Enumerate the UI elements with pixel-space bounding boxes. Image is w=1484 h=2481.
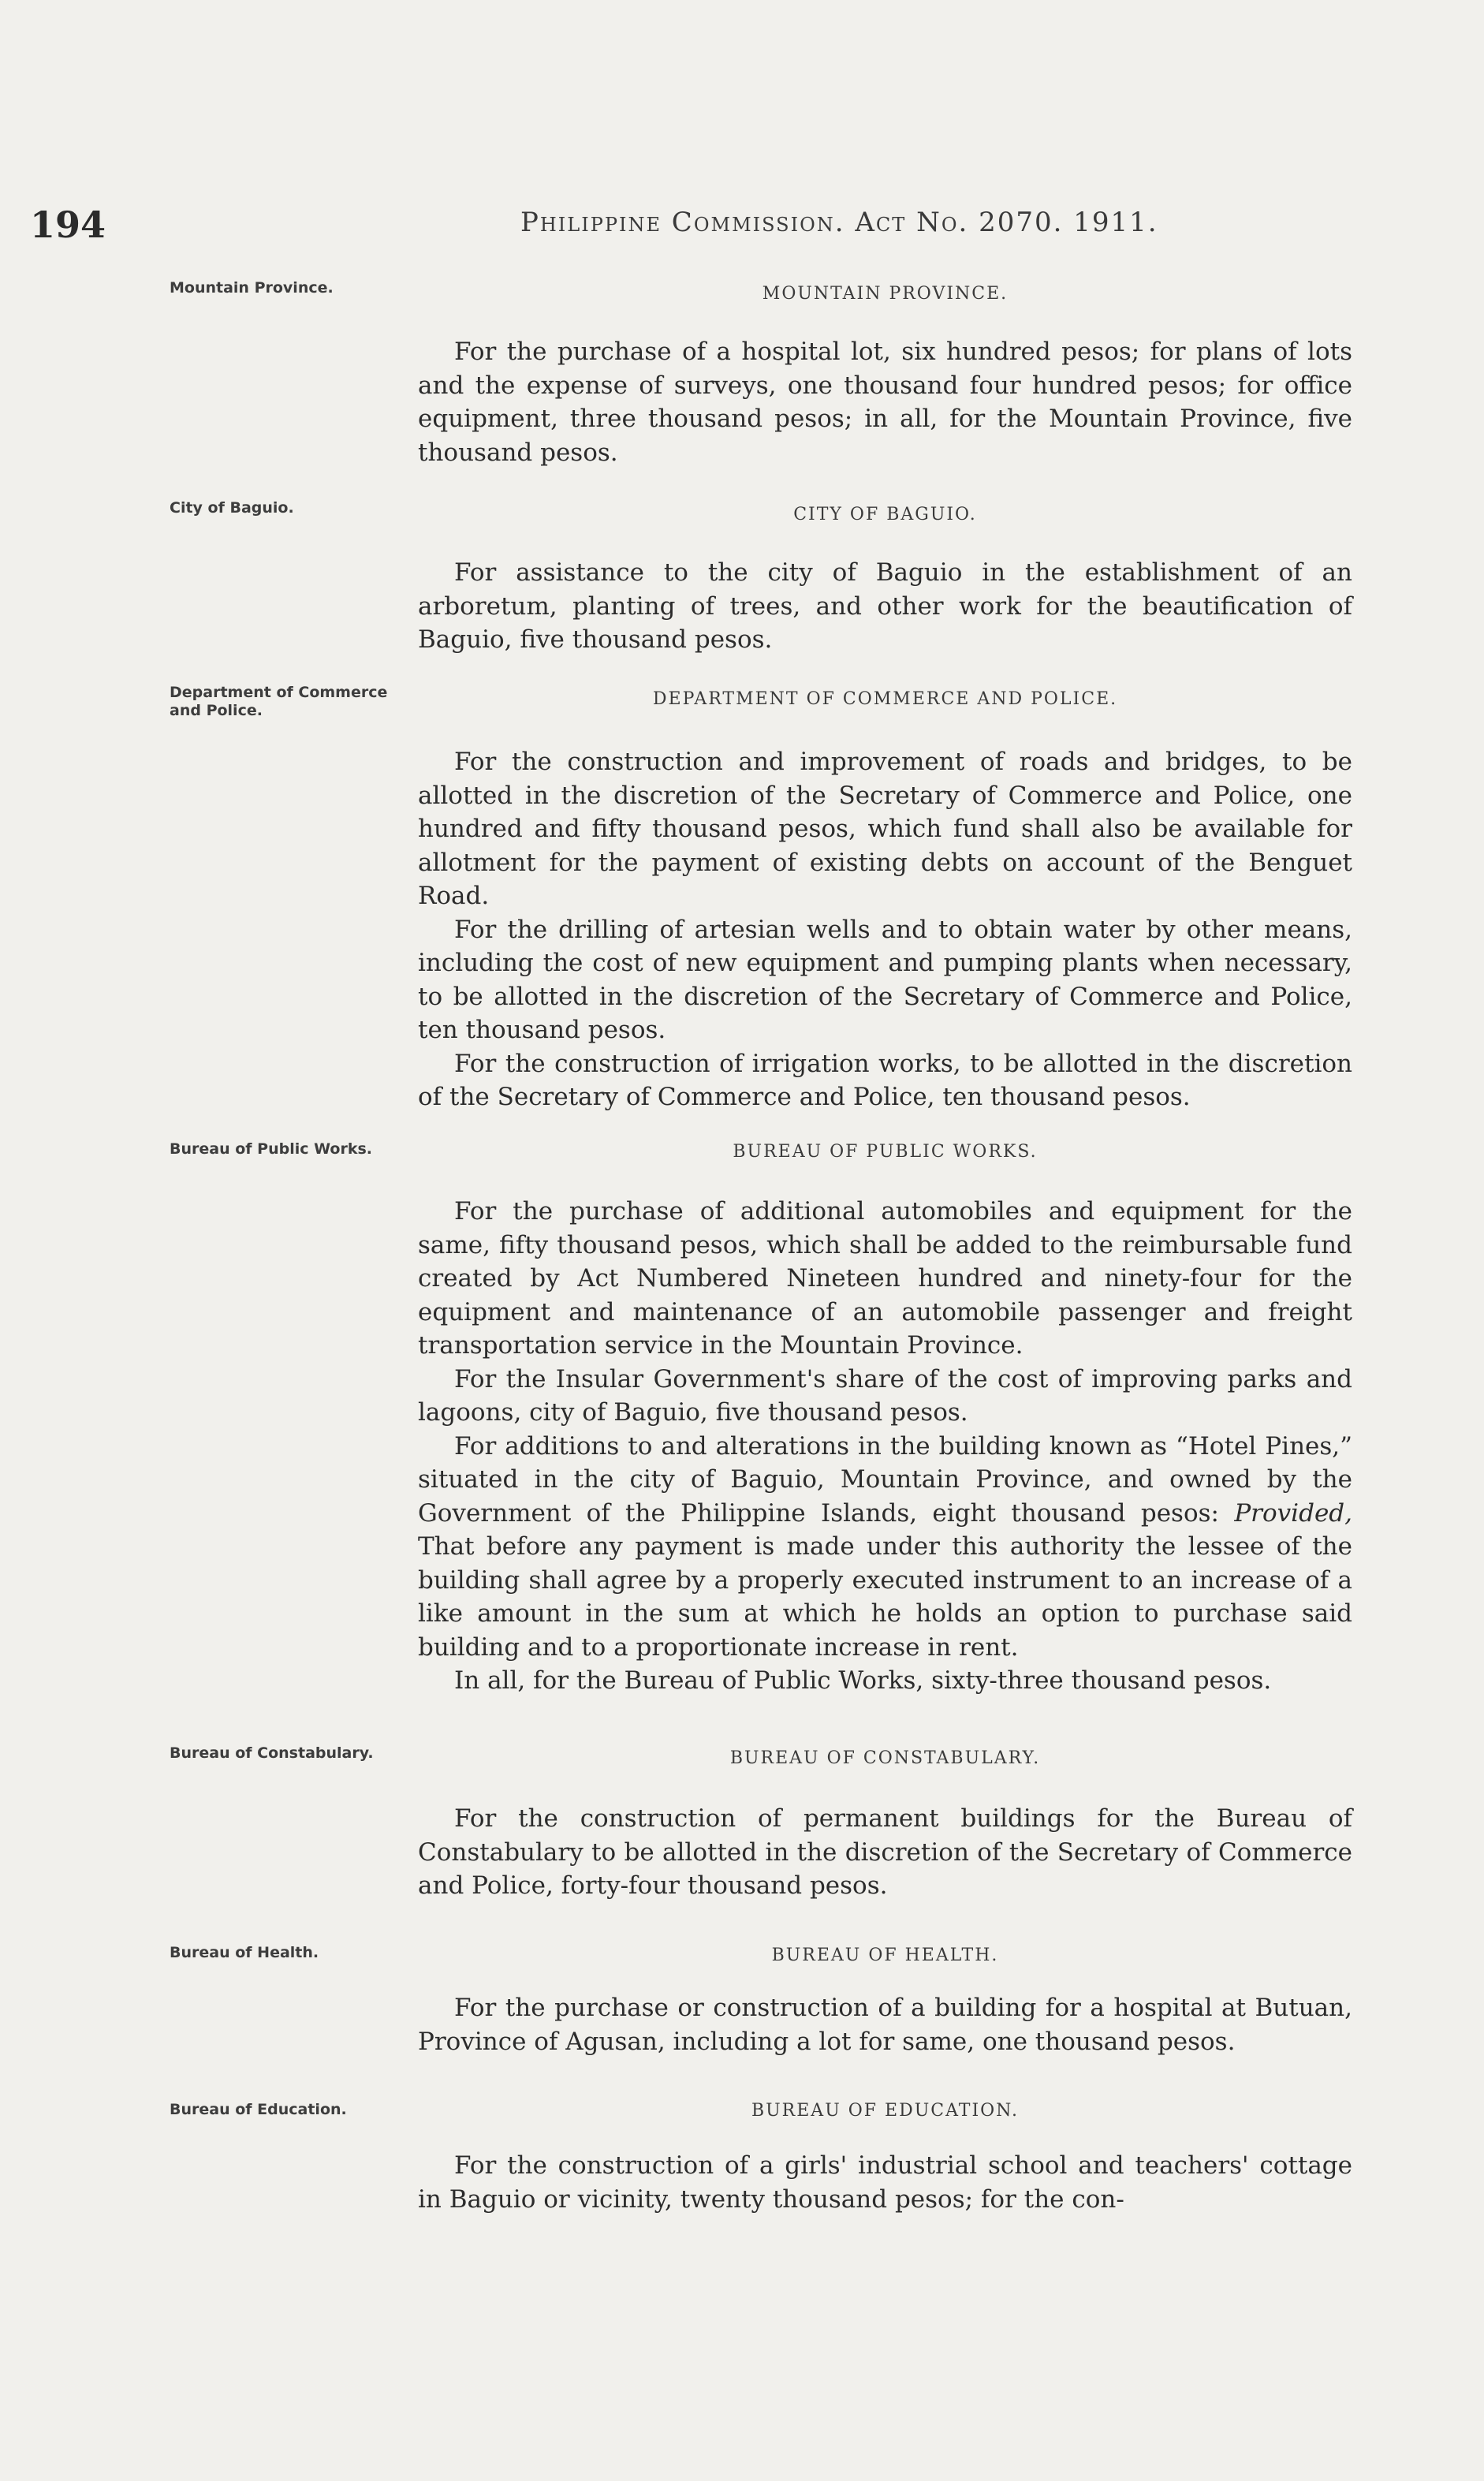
body-health bbox=[418, 1991, 1352, 2058]
margin-note-city-of-baguio: City of Baguio. bbox=[170, 499, 294, 517]
paragraph: For the construction of irrigation works, to be allotted in the discretion of the Secretary of Commerce and Police, ten thousand pesos. bbox=[418, 1049, 1352, 1111]
heading-constabulary: BUREAU OF CONSTABULARY. bbox=[729, 1748, 1041, 1768]
margin-note-health: Bureau of Health. bbox=[170, 1944, 319, 1961]
margin-note-education: Bureau of Education. bbox=[170, 2101, 347, 2118]
heading-mountain-province: MOUNTAIN PROVINCE. bbox=[762, 284, 1009, 304]
page-number: 194 bbox=[30, 203, 106, 246]
body-education bbox=[418, 2149, 1352, 2216]
margin-note-mountain-province: Mountain Province. bbox=[170, 279, 334, 297]
paragraph-hotel-pines bbox=[418, 1430, 1352, 1665]
body-mountain-province bbox=[418, 335, 1352, 469]
body-city-of-baguio bbox=[418, 556, 1352, 657]
paragraph: For the drilling of artesian wells and to obtain water by other means, including the cost of new equipment and pumping plants when necessary, to be allotted in the discretion of the Secretary of Commerce and Police, ten thousand pesos. bbox=[418, 915, 1352, 1044]
margin-note-commerce-and-police: Department of Commerce and Police. bbox=[170, 684, 388, 719]
margin-note-constabulary: Bureau of Constabulary. bbox=[170, 1744, 374, 1762]
body-commerce-and-police bbox=[418, 745, 1352, 1114]
body-public-works bbox=[418, 1195, 1352, 1698]
paragraph: For assistance to the city of Baguio in the establishment of an arboretum, planting of trees, and other work for the beautification of Baguio, five thousand pesos. bbox=[418, 558, 1352, 654]
text: For additions to and alterations in the building known as “Hotel Pines,” situated in the city of Baguio, Mountain Province, and owned by the Government of the Philippine Islands, eight thousand pesos: bbox=[418, 1431, 1352, 1528]
running-head: Philippine Commission. Act No. 2070. 1911. bbox=[520, 207, 1158, 238]
heading-health: BUREAU OF HEALTH. bbox=[771, 1946, 999, 1965]
paragraph: For the construction and improvement of roads and bridges, to be allotted in the discretion of the Secretary of Commerce and Police, one hundred and fifty thousand pesos, which fund shall also be available for allotment for the payment of existing debts on account of the Benguet Road. bbox=[418, 748, 1352, 910]
paragraph: For the construction of permanent buildings for the Bureau of Constabulary to be allotted in the discretion of the Secretary of Commerce and Police, forty-four thousand pesos. bbox=[418, 1804, 1352, 1900]
paragraph: For the construction of a girls' industrial school and teachers' cottage in Baguio or vicinity, twenty thousand pesos; for the con- bbox=[418, 2151, 1352, 2214]
heading-city-of-baguio: CITY OF BAGUIO. bbox=[793, 505, 977, 524]
heading-commerce-and-police: DEPARTMENT OF COMMERCE AND POLICE. bbox=[652, 689, 1118, 709]
paragraph: For the purchase of additional automobiles and equipment for the same, fifty thousand pesos, which shall be added to the reimbursable fund created by Act Numbered Nineteen hundred and ninety-four for the equipment and maintenance of an automobile passenger and freight transportation service in the Mountain Province. bbox=[418, 1197, 1352, 1360]
body-constabulary bbox=[418, 1802, 1352, 1903]
text: That before any payment is made under this authority the lessee of the building shall agree by a properly executed instrument to an increase of a like amount in the sum at which he holds an option to purchase said building and to a proportionate increase in rent. bbox=[418, 1532, 1352, 1662]
paragraph: For the Insular Government's share of the cost of improving parks and lagoons, city of Baguio, five thousand pesos. bbox=[418, 1364, 1352, 1427]
heading-public-works: BUREAU OF PUBLIC WORKS. bbox=[733, 1142, 1038, 1162]
heading-education: BUREAU OF EDUCATION. bbox=[751, 2101, 1020, 2121]
paragraph: For the purchase of a hospital lot, six hundred pesos; for plans of lots and the expense of surveys, one thousand four hundred pesos; for office equipment, three thousand pesos; in all, for the Mountain Province, five thousand pesos. bbox=[418, 338, 1352, 467]
margin-note-public-works: Bureau of Public Works. bbox=[170, 1140, 372, 1158]
paragraph: For the purchase or construction of a building for a hospital at Butuan, Province of Agusan, including a lot for same, one thousand pesos. bbox=[418, 1994, 1352, 2056]
proviso-term: Provided, bbox=[1234, 1498, 1352, 1528]
paragraph-total: In all, for the Bureau of Public Works, sixty-three thousand pesos. bbox=[454, 1666, 1272, 1695]
